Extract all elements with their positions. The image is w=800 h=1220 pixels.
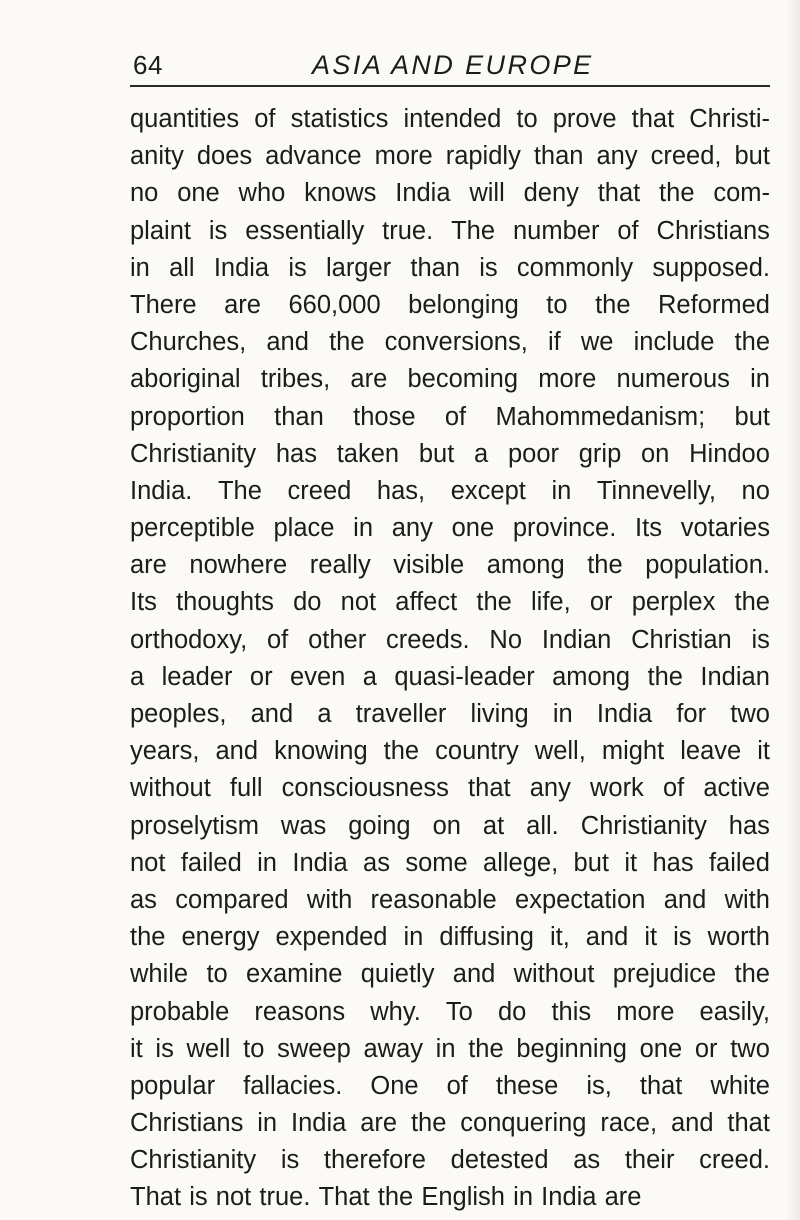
page-number: 64 bbox=[133, 50, 163, 80]
running-title: ASIA AND EUROPE bbox=[312, 50, 594, 80]
text-line: plaint is essentially true. The number of Christians bbox=[130, 216, 770, 245]
text-line: There are 660,000 belonging to the Reformed bbox=[130, 290, 770, 319]
page-edge-shadow bbox=[786, 0, 800, 1220]
text-line: in all India is larger than is commonly supposed. bbox=[130, 253, 770, 282]
text-line: without full consciousness that any work of active bbox=[130, 774, 770, 803]
text-line: no one who knows India will deny that the com- bbox=[130, 179, 770, 208]
text-line: not failed in India as some allege, but it has failed bbox=[130, 848, 770, 877]
text-line: India. The creed has, except in Tinnevelly, no bbox=[130, 476, 770, 505]
text-line: a leader or even a quasi-leader among the Indian bbox=[130, 662, 770, 691]
text-line: it is well to sweep away in the beginning one or two bbox=[130, 1034, 770, 1063]
text-line: peoples, and a traveller living in India for two bbox=[130, 700, 770, 728]
text-line: Christians in India are the conquering race, and that bbox=[130, 1109, 770, 1138]
text-line: probable reasons why. To do this more easily, bbox=[130, 997, 770, 1026]
text-line: Christianity has taken but a poor grip on Hindoo bbox=[130, 439, 770, 468]
header-rule bbox=[130, 85, 770, 87]
text-line: That is not true. That the English in India are bbox=[130, 1183, 642, 1212]
text-line: years, and knowing the country well, might leave it bbox=[130, 737, 770, 766]
text-line: while to examine quietly and without prejudice the bbox=[130, 960, 770, 989]
text-line: proselytism was going on at all. Christianity has bbox=[130, 811, 770, 840]
text-line: popular fallacies. One of these is, that white bbox=[130, 1071, 770, 1100]
text-line: perceptible place in any one province. Its votaries bbox=[130, 514, 770, 543]
text-line: Christianity is therefore detested as their creed. bbox=[130, 1146, 770, 1175]
text-line: Churches, and the conversions, if we include the bbox=[130, 328, 770, 357]
text-line: are nowhere really visible among the population. bbox=[130, 551, 770, 580]
text-line: orthodoxy, of other creeds. No Indian Christian is bbox=[130, 625, 770, 654]
text-line: proportion than those of Mahommedanism; but bbox=[130, 402, 770, 431]
text-line: quantities of statistics intended to prove that Christi- bbox=[130, 105, 770, 133]
text-line: anity does advance more rapidly than any creed, but bbox=[130, 142, 770, 171]
body-text bbox=[130, 101, 770, 1217]
text-line: Its thoughts do not affect the life, or perplex the bbox=[130, 588, 770, 617]
text-line: as compared with reasonable expectation and with bbox=[130, 885, 770, 914]
text-line: the energy expended in diffusing it, and it is worth bbox=[130, 923, 770, 952]
text-line: aboriginal tribes, are becoming more numerous in bbox=[130, 365, 770, 394]
page-header bbox=[130, 46, 770, 82]
